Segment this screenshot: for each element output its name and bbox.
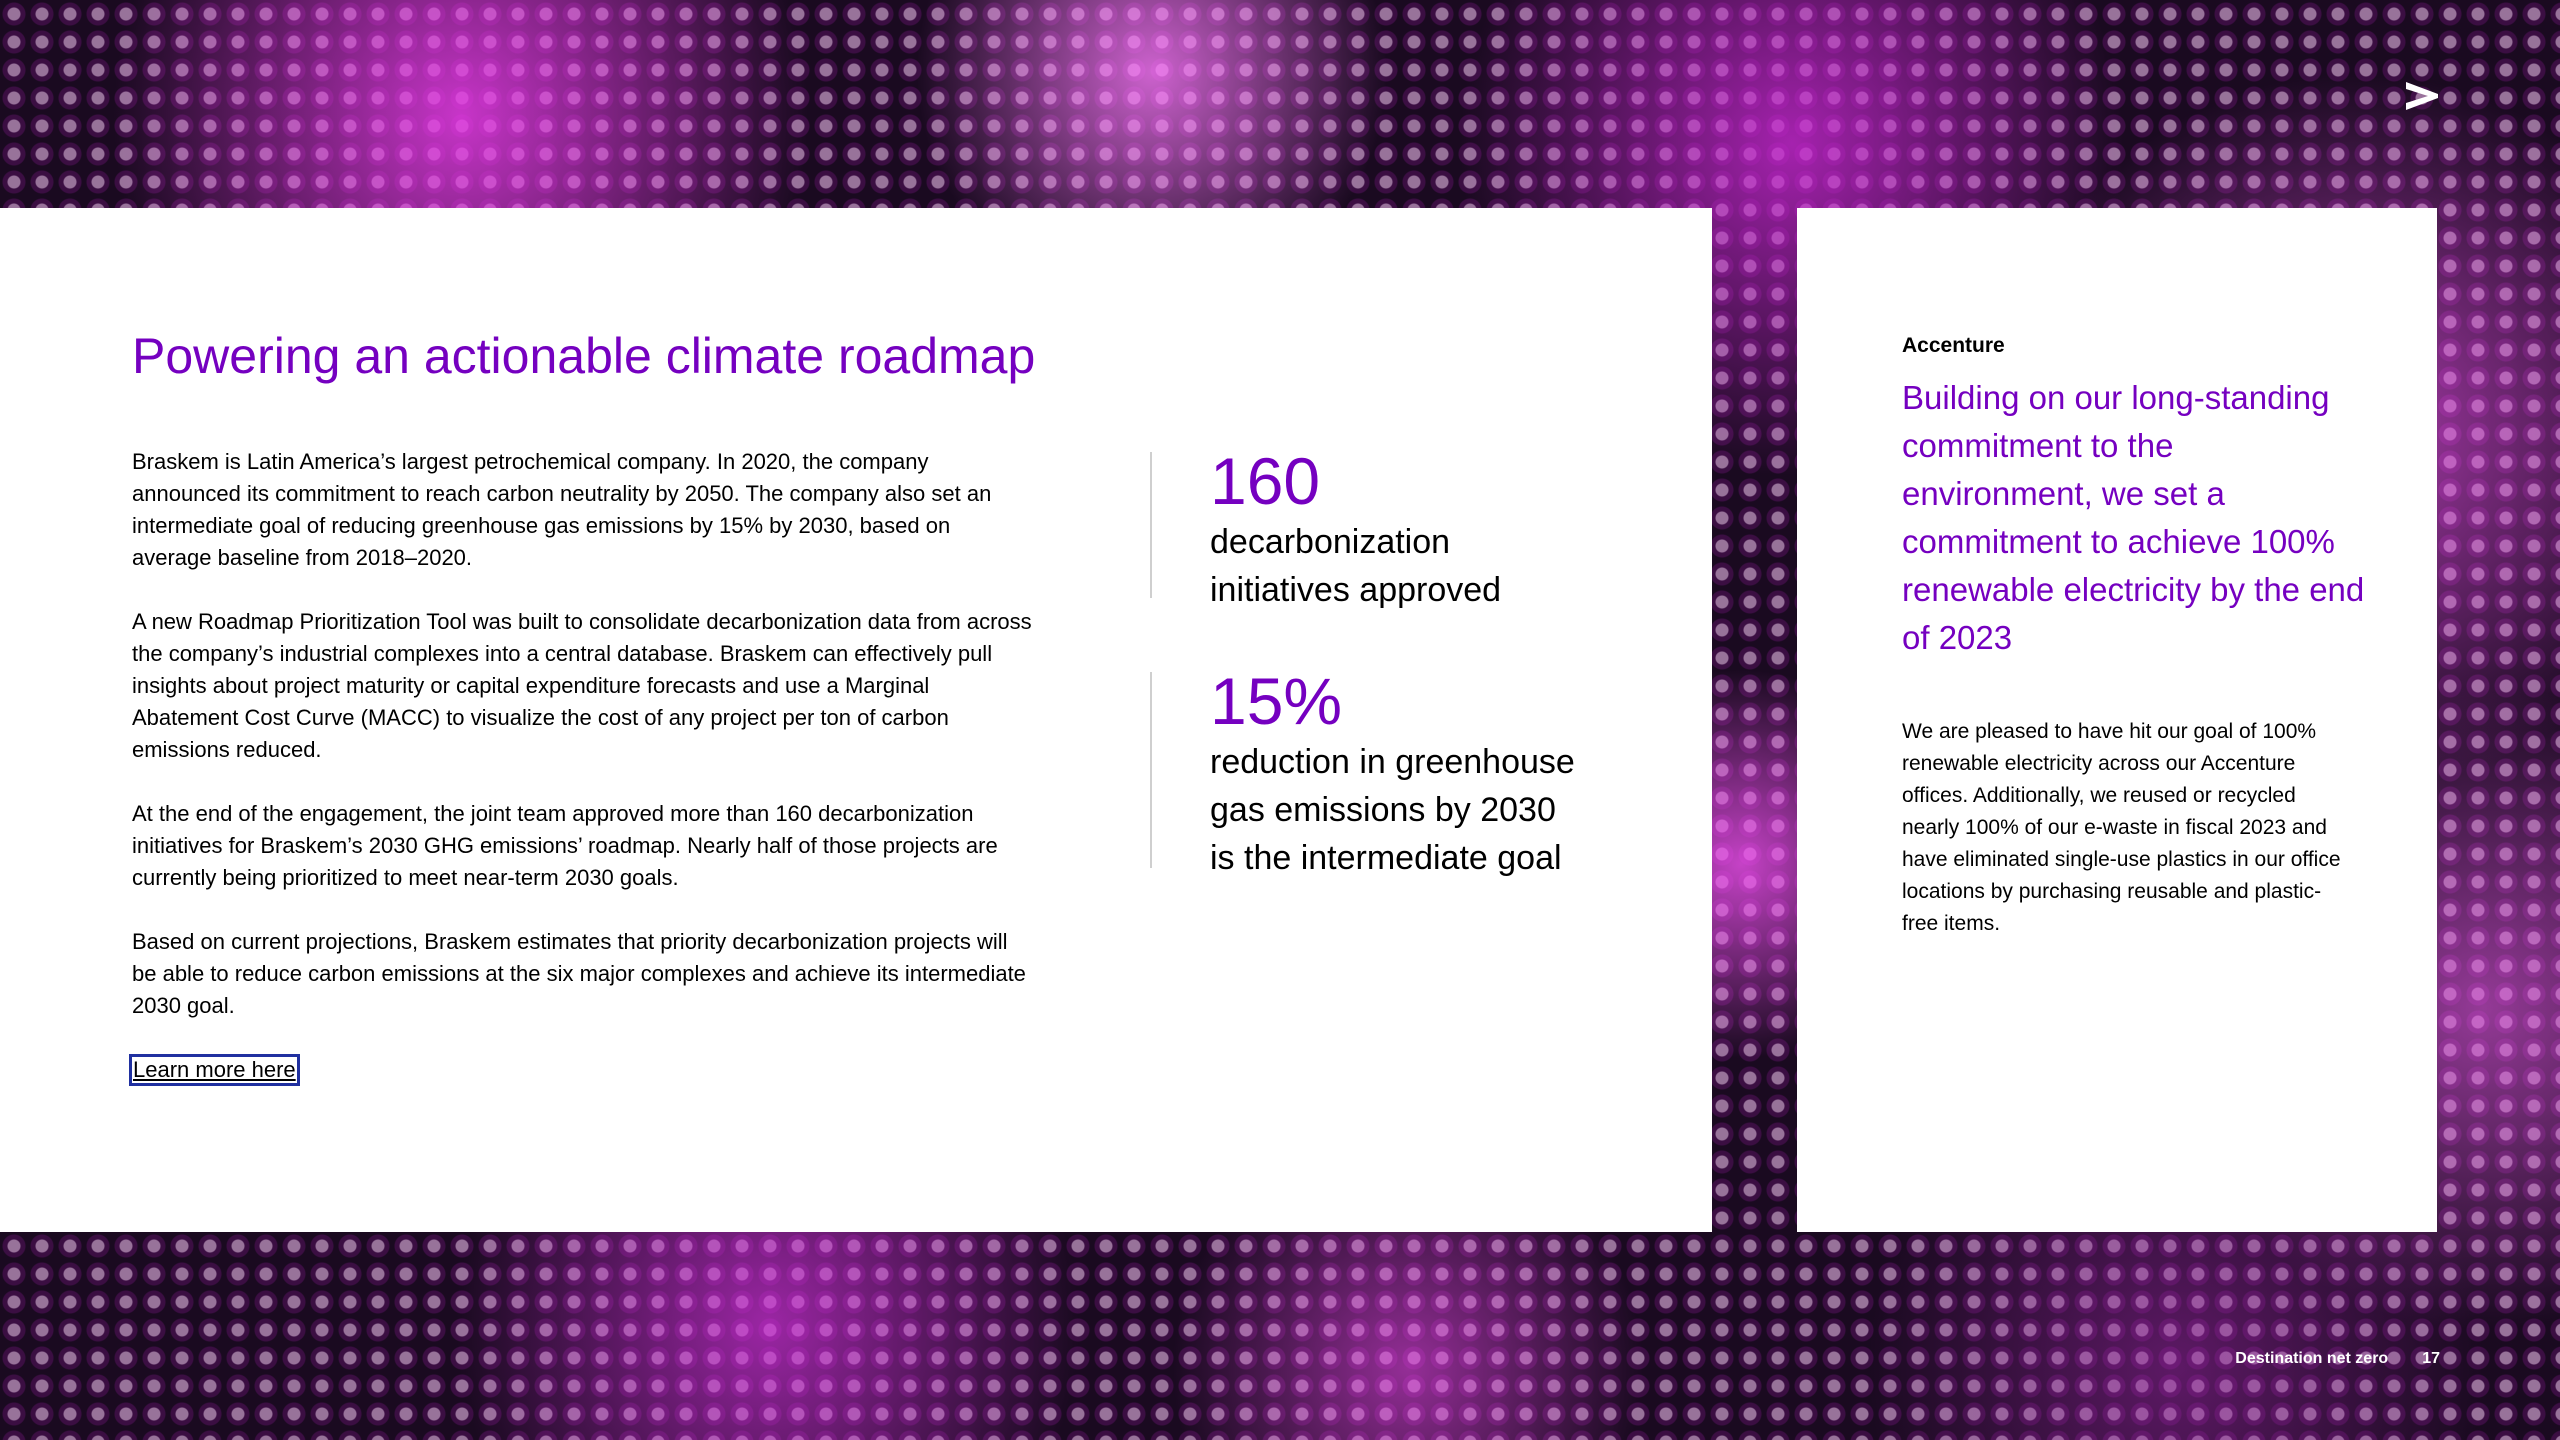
learn-more-link[interactable]: Learn more here bbox=[133, 1057, 296, 1082]
sidebar-body: We are pleased to have hit our goal of 100% renewable electricity across our Accenture offices. Additionally, we reused or recycled nearly 100% of our e-waste in fiscal 2023 and have eliminated single-use plastics in our office locations by purchasing reusable and plastic-free items. bbox=[1902, 720, 2341, 935]
page-title: Powering an actionable climate roadmap bbox=[132, 328, 1036, 384]
stat-value: 160 bbox=[1210, 444, 1321, 518]
body-paragraph: At the end of the engagement, the joint team approved more than 160 decarbonization initiatives for Braskem’s 2030 GHG emissions’ roadmap. Nearly half of those projects are currently being prioritized to meet near-term 2030 goals. bbox=[132, 801, 998, 890]
sidebar-label: Accenture bbox=[1902, 334, 2005, 357]
stat-description: reduction in greenhouse gas emissions by 2030 is the intermediate goal bbox=[1210, 743, 1575, 877]
page-number: 17 bbox=[2422, 1350, 2440, 1367]
stat-block bbox=[1150, 444, 1502, 609]
body-text bbox=[132, 446, 1032, 1086]
accenture-logo-icon bbox=[2404, 80, 2440, 112]
body-paragraph: Based on current projections, Braskem estimates that priority decarbonization projects will be able to reduce carbon emissions at the six major complexes and achieve its intermediate 2030 goal. bbox=[132, 929, 1026, 1018]
page-footer bbox=[2235, 1350, 2440, 1368]
stat-block bbox=[1150, 664, 1575, 877]
stat-description: decarbonization initiatives approved bbox=[1210, 523, 1502, 609]
body-paragraph: Braskem is Latin America’s largest petrochemical company. In 2020, the company announced its commitment to reach carbon neutrality by 2050. The company also set an intermediate goal of reducing greenhouse gas emissions by 15% by 2030, based on average baseline from 2018–2020. bbox=[132, 449, 992, 570]
body-paragraph: A new Roadmap Prioritization Tool was built to consolidate decarbonization data from across the company’s industrial complexes into a central database. Braskem can effectively pull insights about project maturity or capital expenditure forecasts and use a Marginal Abatement Cost Curve (MACC) to visualize the cost of any project per ton of carbon emissions reduced. bbox=[132, 609, 1032, 762]
sidebar-quote: Building on our long-standing commitment to the environment, we set a commitment to achieve 100% renewable electricity by the end of 2023 bbox=[1902, 379, 2365, 656]
footer-doc-title: Destination net zero bbox=[2235, 1350, 2389, 1367]
stat-value: 15% bbox=[1210, 664, 1343, 738]
